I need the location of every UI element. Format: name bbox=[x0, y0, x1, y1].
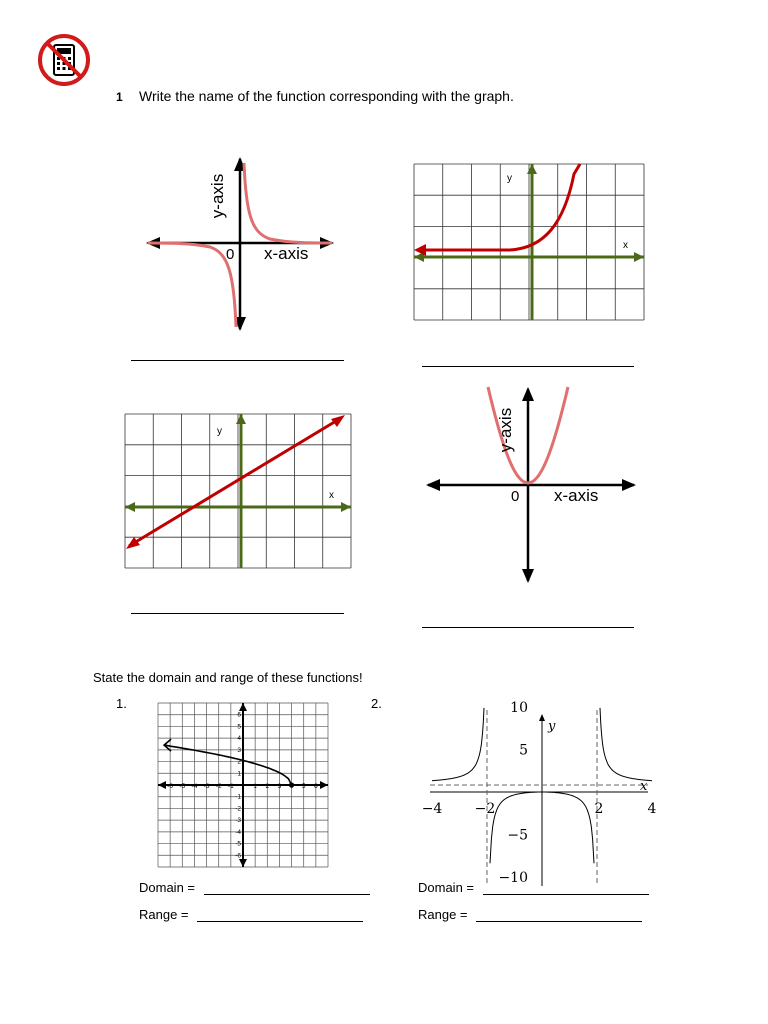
exponential-graph bbox=[414, 164, 644, 320]
no-calculator-icon bbox=[36, 32, 92, 88]
plot-background bbox=[422, 700, 656, 890]
y-axis-label: y bbox=[548, 719, 556, 734]
domain-range-graph-1 bbox=[158, 703, 328, 867]
y-tick-label: 3 bbox=[237, 746, 241, 754]
x-tick-label: -1 bbox=[227, 783, 234, 790]
answer-line-3[interactable] bbox=[131, 613, 344, 614]
x-tick-label: -4 bbox=[191, 783, 198, 790]
q2-range-label: Range = bbox=[418, 907, 468, 922]
exponential-y-label: y bbox=[507, 173, 512, 184]
y-tick-label: -3 bbox=[235, 817, 241, 825]
line-arrow bbox=[331, 415, 345, 427]
y-tick-label: -1 bbox=[235, 793, 241, 801]
answer-line-1[interactable] bbox=[131, 360, 344, 361]
y-tick-label: −5 bbox=[507, 827, 528, 844]
y-tick-label: 1 bbox=[237, 770, 241, 778]
linear-graph bbox=[125, 414, 351, 568]
y-tick-label: 4 bbox=[237, 735, 241, 743]
y-tick-label: -4 bbox=[235, 828, 241, 836]
answer-line-4[interactable] bbox=[422, 627, 634, 628]
y-axis-arrow bbox=[527, 164, 537, 174]
endpoint bbox=[289, 782, 294, 787]
y-tick-label: 5 bbox=[237, 723, 241, 731]
x-tick-label: 1 bbox=[253, 783, 257, 790]
x-tick-label: −2 bbox=[474, 801, 496, 817]
x-tick-label: -6 bbox=[167, 783, 174, 790]
y-axis-arrow bbox=[239, 859, 247, 867]
linear-line bbox=[129, 418, 341, 546]
x-axis-arrow bbox=[341, 502, 351, 512]
exponential-curve bbox=[418, 164, 580, 250]
y-tick-label: 5 bbox=[519, 742, 528, 759]
q1-number: 1. bbox=[116, 696, 127, 711]
x-axis-arrow bbox=[320, 781, 328, 789]
x-axis-arrow bbox=[158, 781, 166, 789]
q1-range-label: Range = bbox=[139, 907, 189, 922]
quadratic-y-label: y-axis bbox=[496, 407, 516, 453]
reciprocal-graph bbox=[140, 155, 340, 335]
y-axis-arrow bbox=[239, 703, 247, 711]
exponential-x-label: x bbox=[623, 240, 628, 251]
line-arrow bbox=[126, 537, 140, 549]
x-axis-arrow bbox=[125, 502, 135, 512]
linear-y-label: y bbox=[217, 426, 222, 437]
reciprocal-y-label: y-axis bbox=[208, 173, 228, 219]
domain-range-graph-2 bbox=[422, 700, 656, 890]
x-axis-label: x bbox=[640, 779, 648, 794]
quadratic-origin-label: 0 bbox=[511, 488, 520, 505]
q1-domain-label: Domain = bbox=[139, 880, 195, 895]
x-tick-label: −4 bbox=[421, 801, 443, 817]
x-axis-arrow bbox=[634, 252, 644, 262]
y-tick-label: -6 bbox=[235, 852, 241, 860]
x-tick-label: 5 bbox=[301, 783, 306, 790]
q2-range-answer-line[interactable] bbox=[476, 921, 642, 922]
section1-instruction: Write the name of the function corresponding with the graph. bbox=[139, 88, 514, 104]
y-tick-label: -2 bbox=[235, 805, 241, 813]
q2-domain-answer-line[interactable] bbox=[483, 894, 649, 895]
x-tick-label: -3 bbox=[203, 783, 210, 790]
q2-number: 2. bbox=[371, 696, 382, 711]
linear-x-label: x bbox=[329, 490, 334, 501]
y-tick-label: 6 bbox=[237, 711, 241, 719]
reciprocal-origin-label: 0 bbox=[226, 246, 235, 263]
reciprocal-x-label: x-axis bbox=[264, 244, 309, 263]
section2-instruction: State the domain and range of these functions! bbox=[93, 670, 363, 685]
x-tick-label: -5 bbox=[179, 783, 186, 790]
q1-range-answer-line[interactable] bbox=[197, 921, 363, 922]
q1-domain-answer-line[interactable] bbox=[204, 894, 370, 895]
y-axis-arrow bbox=[236, 414, 246, 424]
quadratic-graph bbox=[424, 385, 640, 585]
quadratic-x-label: x-axis bbox=[554, 486, 599, 505]
q2-domain-label: Domain = bbox=[418, 880, 474, 895]
x-tick-label: 4 bbox=[647, 801, 657, 817]
y-tick-label: 10 bbox=[510, 700, 528, 716]
question-number: 1 bbox=[116, 90, 123, 104]
answer-line-2[interactable] bbox=[422, 366, 634, 367]
x-tick-label: 2 bbox=[265, 783, 270, 790]
radical-curve bbox=[164, 745, 292, 785]
y-tick-label: −10 bbox=[498, 870, 528, 886]
x-tick-label: 3 bbox=[277, 783, 282, 790]
y-tick-label: -5 bbox=[235, 840, 241, 848]
x-tick-label: 2 bbox=[594, 801, 604, 817]
x-tick-label: 6 bbox=[314, 783, 318, 790]
x-tick-label: -2 bbox=[215, 783, 222, 790]
y-tick-label: 2 bbox=[237, 758, 241, 766]
